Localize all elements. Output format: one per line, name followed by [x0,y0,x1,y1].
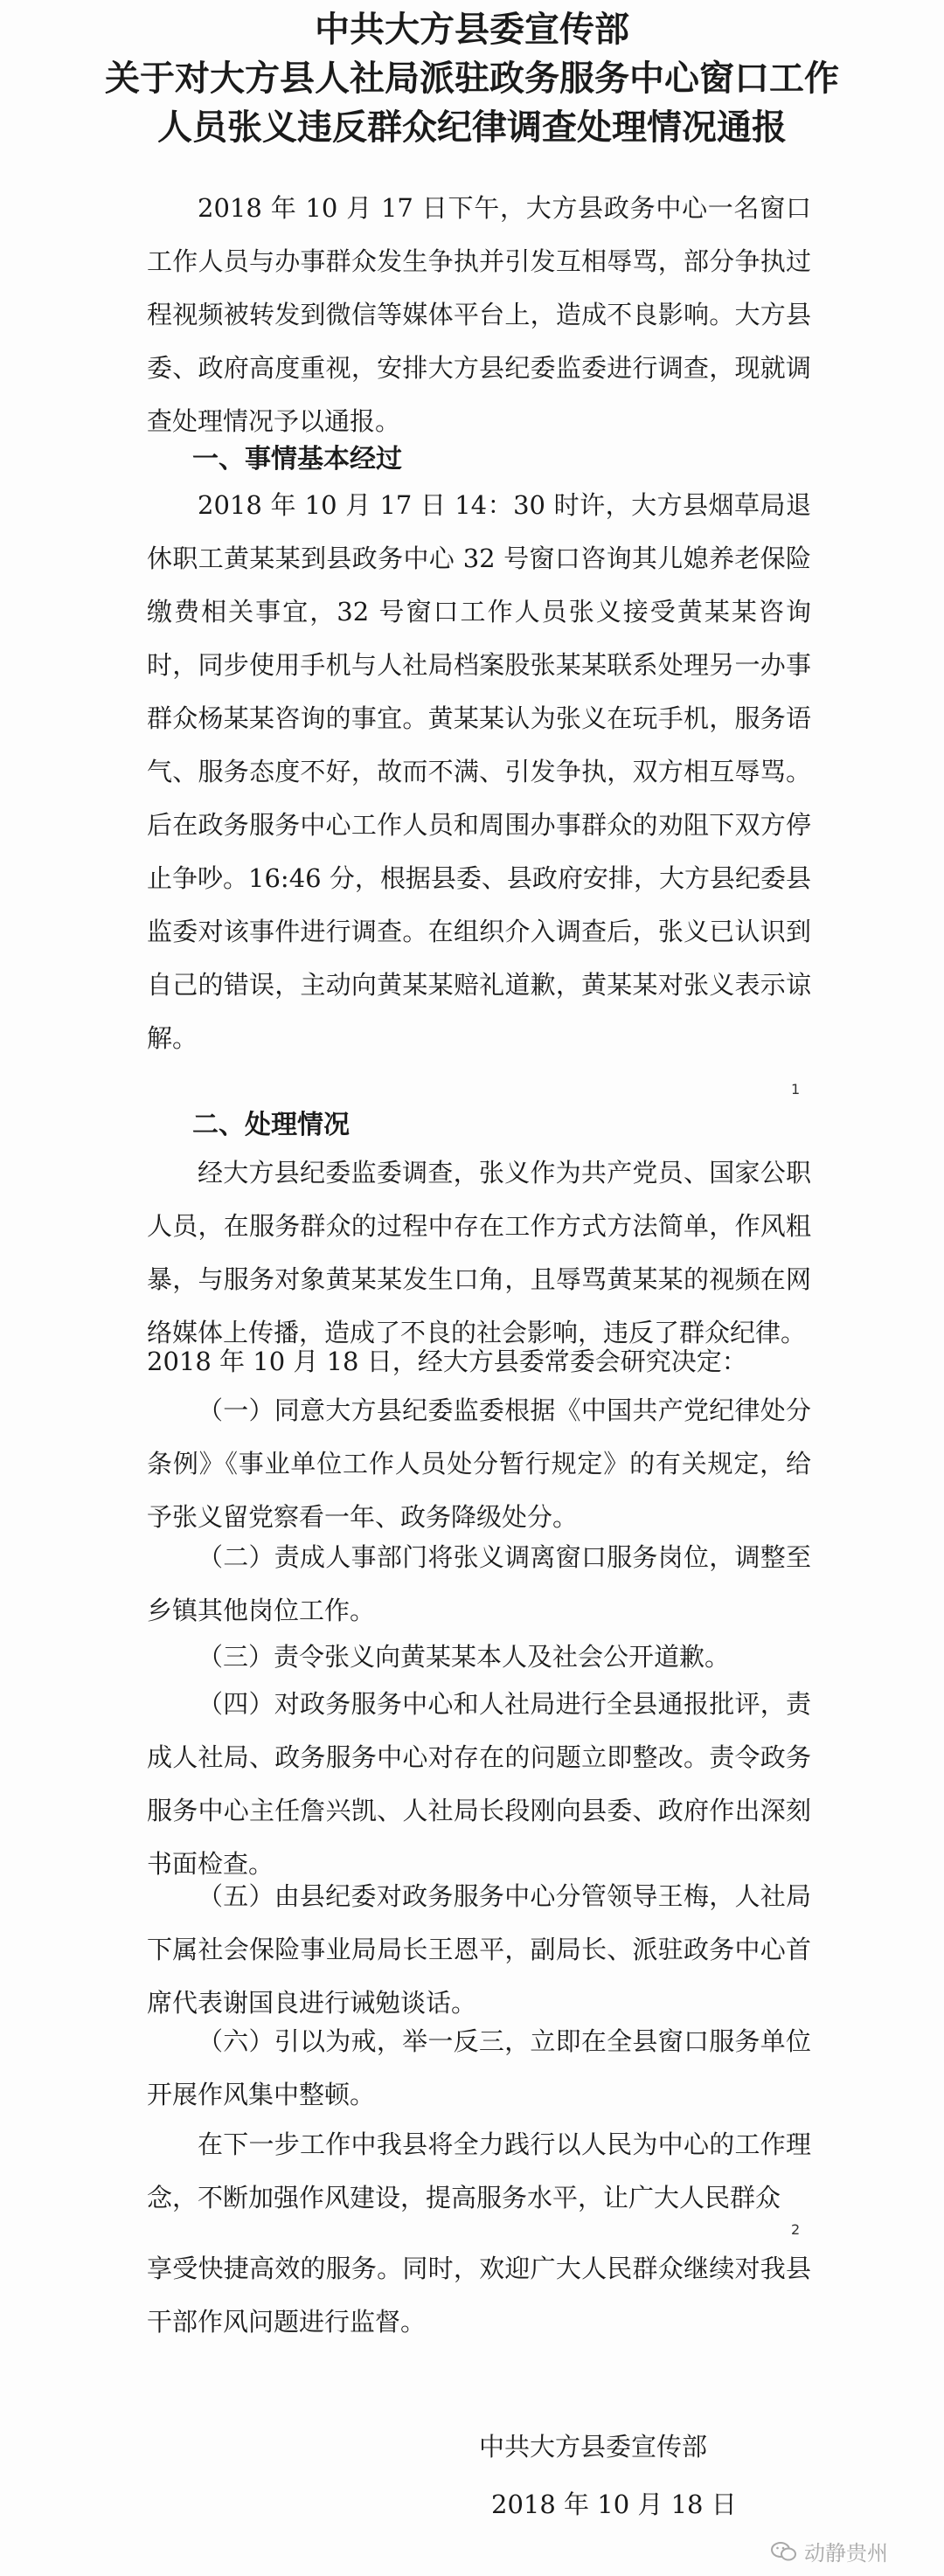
signature-date: 2018 年 10 月 18 日 [491,2489,737,2519]
doc-title-line-3: 人员张义违反群众纪律调查处理情况通报 [157,107,787,148]
page-number-1: 1 [791,1081,801,1098]
watermark [771,2536,888,2566]
decision-item-4: （四）对政务服务中心和人社局进行全县通报批评，责成人社局、政务服务中心对存在的问题立即整改。责令政务服务中心主任詹兴凯、人社局长段刚向县委、政府作出深刻书面检查。 [147,1689,811,1879]
section-1-heading: 一、事情基本经过 [192,444,402,474]
decision-item-1: （一）同意大方县纪委监委根据《中国共产党纪律处分条例》《事业单位工作人员处分暂行规定》的有关规定，给予张义留党察看一年、政务降级处分。 [147,1395,811,1532]
closing-paragraph-part-2: 享受快捷高效的服务。同时，欢迎广大人民群众继续对我县干部作风问题进行监督。 [147,2254,811,2337]
section-1-body: 2018 年 10 月 17 日 14：30 时许，大方县烟草局退休职工黄某某到县政务中心 32 号窗口咨询其儿媳养老保险缴费相关事宜，32 号窗口工作人员张义接受黄某某咨询时，同步使用手机与人社局档案股张某某联系处理另一办事群众杨某某咨询的事宜。黄某某认为张义在玩手机，服务语气、服务态度不好，故而不满、引发争执，双方相互辱骂。后在政务服务中心工作人员和周围办事群众的劝阻下双方停止争吵。16:46 分，根据县委、县政府安排，大方县纪委县监委对该事件进行调查。在组织介入调查后，张义已认识到自己的错误，主动向黄某某赔礼道歉，黄某某对张义表示谅解。 [147,490,811,1053]
doc-title-line-2: 关于对大方县人社局派驻政务服务中心窗口工作 [105,58,839,99]
doc-title-line-1: 中共大方县委宣传部 [315,9,629,50]
section-2-body: 经大方县纪委监委调查，张义作为共产党员、国家公职人员，在服务群众的过程中存在工作方式方法简单，作风粗暴，与服务对象黄某某发生口角，且辱骂黄某某的视频在网络媒体上传播，造成了不良的社会影响，违反了群众纪律。 [147,1158,811,1347]
decision-item-2: （二）责成人事部门将张义调离窗口服务岗位，调整至乡镇其他岗位工作。 [147,1542,811,1625]
decision-item-3: （三）责令张义向黄某某本人及社会公开道歉。 [198,1642,731,1672]
wechat-icon [771,2541,797,2562]
decision-line: 2018 年 10 月 18 日，经大方县委常委会研究决定： [147,1347,747,1376]
section-2-heading: 二、处理情况 [192,1110,350,1140]
watermark-text: 动静贵州 [804,2541,888,2566]
intro-paragraph: 2018 年 10 月 17 日下午，大方县政务中心一名窗口工作人员与办事群众发生争执并引发互相辱骂，部分争执过程视频被转发到微信等媒体平台上，造成不良影响。大方县委、政府高度重视，安排大方县纪委监委进行调查，现就调查处理情况予以通报。 [147,193,811,436]
decision-item-5: （五）由县纪委对政务服务中心分管领导王梅，人社局下属社会保险事业局局长王恩平，副局长、派驻政务中心首席代表谢国良进行诫勉谈话。 [147,1881,811,2018]
closing-paragraph-part-1: 在下一步工作中我县将全力践行以人民为中心的工作理念，不断加强作风建设，提高服务水平，让广大人民群众 [147,2129,811,2212]
decision-item-6: （六）引以为戒，举一反三，立即在全县窗口服务单位开展作风集中整顿。 [147,2026,811,2109]
signature-org: 中共大方县委宣传部 [479,2432,708,2462]
page-number-2: 2 [791,2221,801,2238]
